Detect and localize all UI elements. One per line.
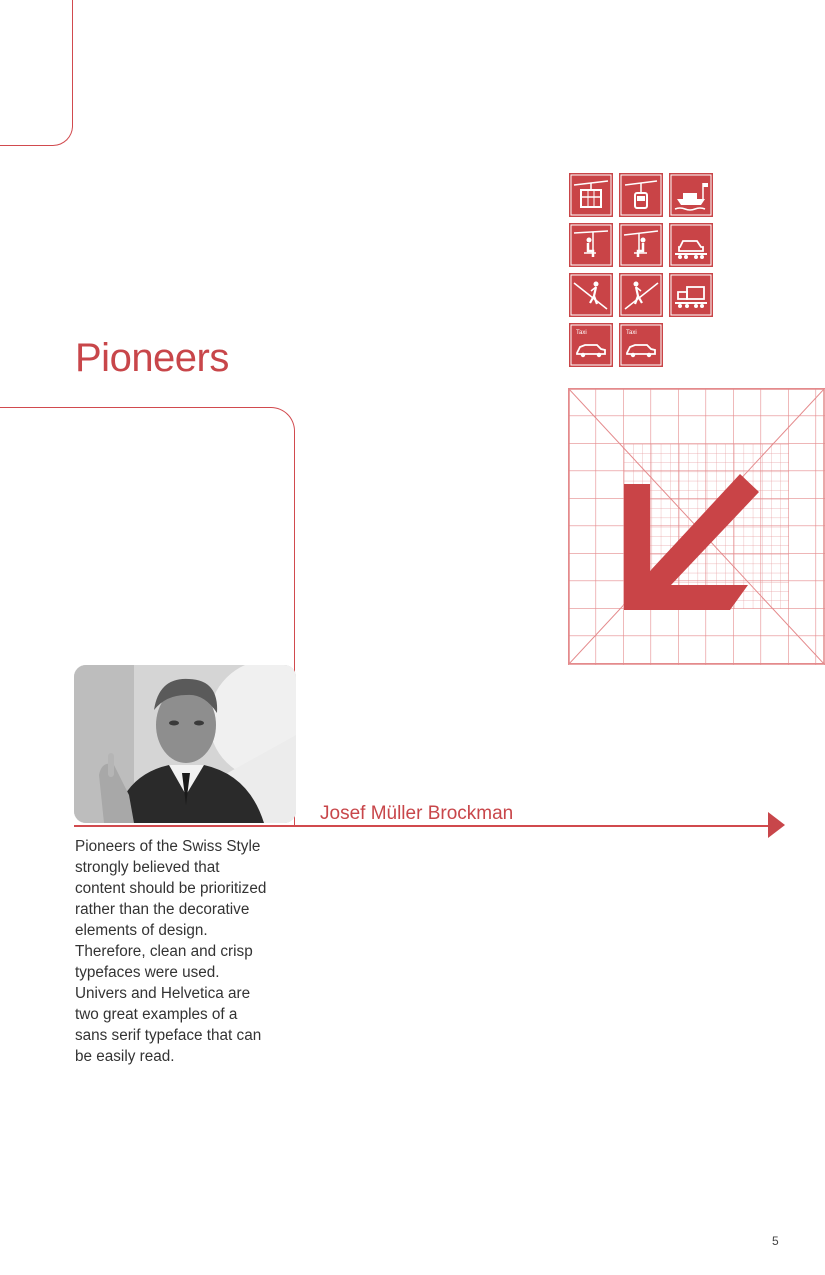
car-train-icon (669, 223, 713, 267)
taxi-label: Taxi (576, 330, 587, 336)
gondola-icon (619, 173, 663, 217)
caption-rule (74, 825, 770, 827)
decorative-frame-top (0, 0, 73, 146)
ski-lift-2-icon (619, 273, 663, 317)
arrow-grid-figure (568, 388, 825, 665)
chairlift-icon (569, 223, 613, 267)
pictogram-grid (569, 173, 715, 370)
ski-lift-icon (569, 273, 613, 317)
chairlift-2-icon (619, 223, 663, 267)
page-title: Pioneers (75, 336, 229, 380)
taxi-2-icon (619, 323, 663, 367)
truck-train-icon (669, 273, 713, 317)
page-number: 5 (772, 1234, 779, 1248)
taxi-icon (569, 323, 613, 367)
caption-arrow-icon (768, 812, 785, 838)
portrait-photo (74, 665, 296, 823)
taxi-2-label: Taxi (626, 330, 637, 336)
ferry-icon (669, 173, 713, 217)
body-paragraph: Pioneers of the Swiss Style strongly believed that content should be prioritized rather than the decorative elements of design. Therefore, clean and crisp typefaces were used. Univers and Helvetica are two great examples of a sans serif typeface that can be easily read. (75, 838, 267, 1065)
photo-caption: Josef Müller Brockman (320, 803, 514, 824)
cable-car-icon (569, 173, 613, 217)
grid-arrow-icon (568, 388, 825, 665)
